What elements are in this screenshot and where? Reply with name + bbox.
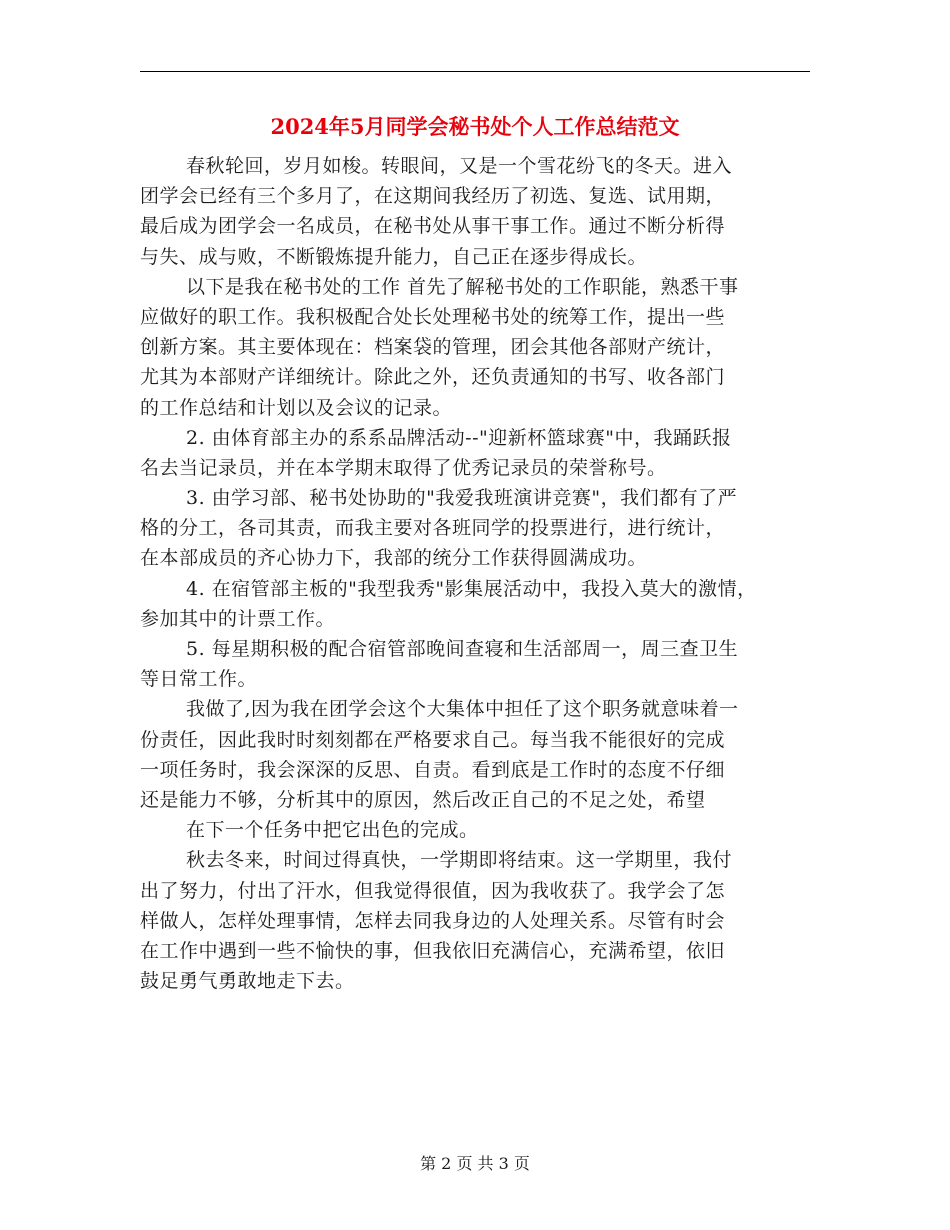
text-line: 鼓足勇气勇敢地走下去。: [140, 970, 355, 993]
paragraph: [140, 845, 810, 996]
text-line: 团学会已经有三个多月了，在这期间我经历了初选、复选、试用期，: [140, 185, 726, 208]
text-line: 应做好的职工作。我积极配合处长处理秘书处的统筹工作，提出一些: [140, 305, 726, 328]
paragraph: [140, 574, 810, 634]
text-line: 最后成为团学会一名成员，在秘书处从事干事工作。通过不断分析得: [140, 215, 726, 238]
text-line: 春秋轮回，岁月如梭。转眼间，又是一个雪花纷飞的冬天。进入: [186, 155, 733, 177]
text-line: 在工作中遇到一些不愉快的事，但我依旧充满信心，充满希望，依旧: [140, 939, 726, 962]
text-line: 出了努力，付出了汗水，但我觉得很值，因为我收获了。我学会了怎: [140, 879, 726, 902]
text-line: 名去当记录员，并在本学期末取得了优秀记录员的荣誉称号。: [140, 456, 667, 479]
paragraph: [140, 483, 810, 574]
paragraph: [140, 634, 810, 694]
text-line: 5. 每星期积极的配合宿管部晚间查寝和生活部周一，周三查卫生: [186, 638, 739, 660]
text-line: 2. 由体育部主办的系系品牌活动--"迎新杯篮球赛"中，我踊跃报: [186, 426, 732, 449]
text-line: 在本部成员的齐心协力下，我部的统分工作获得圆满成功。: [140, 547, 648, 570]
document-body: [140, 151, 810, 996]
text-line: 与失、成与败，不断锻炼提升能力，自己正在逐步得成长。: [140, 245, 648, 268]
text-line: 创新方案。其主要体现在：档案袋的管理，团会其他各部财产统计，: [140, 336, 726, 359]
text-line: 我做了,因为我在团学会这个大集体中担任了这个职务就意味着一: [186, 698, 739, 721]
text-line: 在下一个任务中把它出色的完成。: [186, 819, 479, 842]
paragraph: [140, 151, 810, 272]
document-title: 2024年5月同学会秘书处个人工作总结范文: [270, 114, 680, 139]
text-line: 秋去冬来，时间过得真快，一学期即将结束。这一学期里，我付: [186, 849, 733, 872]
text-line: 3. 由学习部、秘书处协助的"我爱我班演讲竞赛"，我们都有了严: [186, 487, 738, 510]
text-line: 样做人，怎样处理事情，怎样去同我身边的人处理关系。尽管有时会: [140, 909, 726, 932]
text-line: 份责任，因此我时时刻刻都在严格要求自己。每当我不能很好的完成: [140, 728, 726, 751]
paragraph: [140, 694, 810, 815]
text-line: 格的分工，各司其责，而我主要对各班同学的投票进行，进行统计，: [140, 517, 726, 540]
text-line: 还是能力不够，分析其中的原因，然后改正自己的不足之处，希望: [140, 788, 706, 811]
text-line: 参加其中的计票工作。: [140, 607, 336, 630]
text-line: 的工作总结和计划以及会议的记录。: [140, 396, 453, 419]
page-footer: 第 2 页 共 3 页: [420, 1154, 530, 1173]
paragraph: [140, 423, 810, 483]
paragraph: [140, 272, 810, 423]
text-line: 一项任务时，我会深深的反思、自责。看到底是工作时的态度不仔细: [140, 758, 726, 781]
header-rule: [140, 71, 810, 72]
paragraph: [140, 815, 810, 845]
text-line: 4. 在宿管部主板的"我型我秀"影集展活动中，我投入莫大的激情，: [186, 577, 757, 600]
text-line: 尤其为本部财产详细统计。除此之外，还负责通知的书写、收各部门: [140, 366, 726, 389]
text-line: 以下是我在秘书处的工作 首先了解秘书处的工作职能，熟悉干事: [186, 275, 739, 298]
text-line: 等日常工作。: [140, 668, 258, 691]
